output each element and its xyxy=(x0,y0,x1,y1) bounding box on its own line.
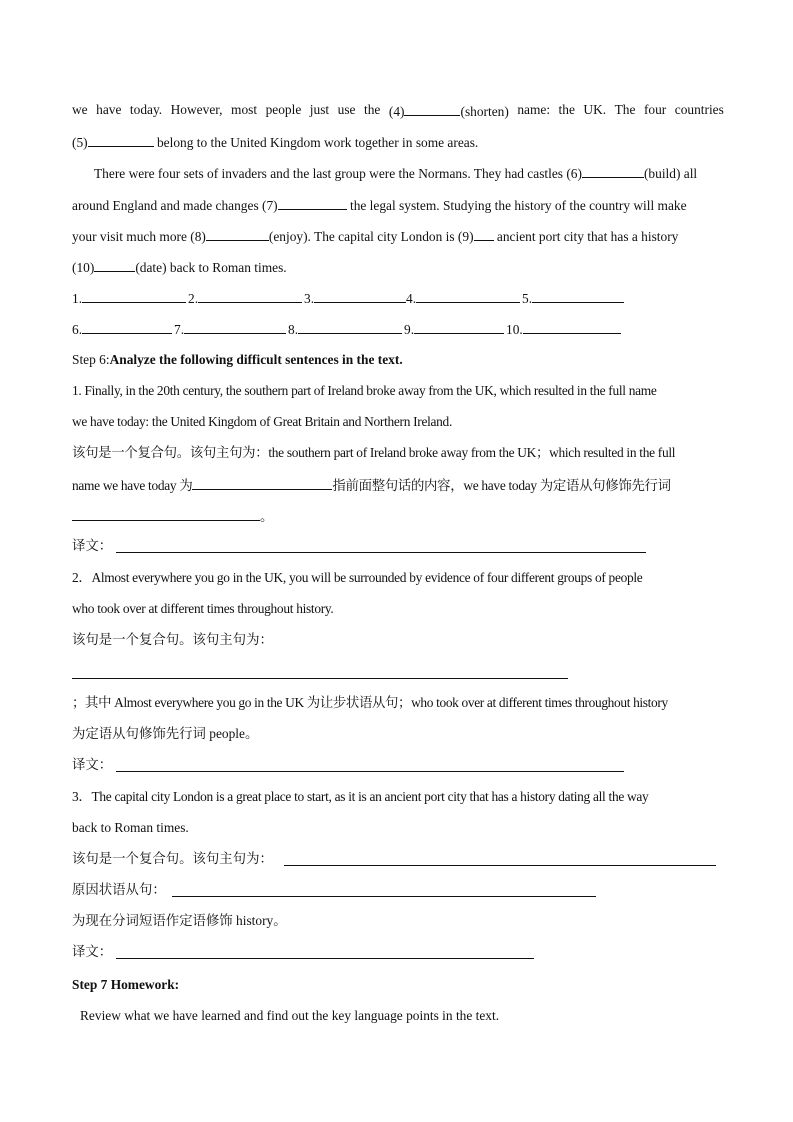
step-title-period: . xyxy=(399,352,403,367)
word: The xyxy=(614,102,636,117)
analysis-2-line-3: ；其中 Almost everywhere you go in the UK 为让步状语从句；who took over at different times throughout history xyxy=(72,695,668,710)
analysis-1-blank-2[interactable] xyxy=(72,507,260,521)
passage-line-2 xyxy=(72,133,478,151)
analysis-text: 。 xyxy=(260,509,274,524)
answer-item xyxy=(288,320,404,338)
passage-text: your visit much more (8) xyxy=(72,229,206,244)
blank-number: (5) xyxy=(72,135,88,150)
translation-2-blank[interactable] xyxy=(116,771,624,772)
step-label: Step 6: xyxy=(72,352,110,367)
fill-in-blank-5[interactable] xyxy=(88,133,154,147)
passage-line-4 xyxy=(72,196,687,214)
analysis-2-blank-1[interactable] xyxy=(72,678,568,679)
passage-text: (enjoy). The capital city London is (9) xyxy=(268,229,474,244)
analysis-1-line-3 xyxy=(72,507,273,525)
hint: (build) all xyxy=(643,166,698,181)
answer-row-2 xyxy=(72,320,621,338)
passage-text: the legal system. Studying the history of the country will make xyxy=(346,198,687,213)
word: the xyxy=(364,102,381,117)
passage-line-6 xyxy=(72,258,287,276)
sentence-3-line-2: back to Roman times. xyxy=(72,820,189,835)
answer-item xyxy=(72,320,174,338)
answer-number: 9. xyxy=(404,322,415,337)
answer-item xyxy=(406,289,522,307)
fill-in-blank-8[interactable] xyxy=(206,227,269,241)
answer-item xyxy=(188,289,304,307)
analysis-3-line-3: 为现在分词短语作定语修饰 history。 xyxy=(72,913,287,928)
word: UK. xyxy=(583,102,607,117)
step-title: Analyze the following difficult sentences in the text xyxy=(109,352,400,367)
analysis-3-line-1: 该句是一个复合句。该句主句为： xyxy=(72,851,273,866)
word: we xyxy=(72,102,88,117)
passage-text: There were four sets of invaders and the last group were the Normans. They had castles (6) xyxy=(94,166,582,181)
sentence-3-line-1: 3．The capital city London is a great place to start, as it is an ancient port city that has a history dating all the way xyxy=(72,789,649,804)
answer-blank-9[interactable] xyxy=(414,320,504,334)
answer-item xyxy=(304,289,406,307)
analysis-text: 指前面整句话的内容，we have today 为定语从句修饰先行词 xyxy=(332,478,671,493)
answer-blank-6[interactable] xyxy=(82,320,172,334)
translation-1-label: 译文： xyxy=(72,538,113,553)
answer-number: 6. xyxy=(72,322,83,337)
sentence-1-line-2: we have today: the United Kingdom of Great Britain and Northern Ireland. xyxy=(72,414,452,429)
answer-blank-4[interactable] xyxy=(416,289,520,303)
step7-heading: Step 7 Homework: xyxy=(72,977,180,992)
hint: (date) back to Roman times. xyxy=(135,260,287,275)
analysis-1-blank-1[interactable] xyxy=(192,476,332,490)
fill-in-blank-4[interactable] xyxy=(404,102,460,116)
answer-number: 3. xyxy=(304,291,315,306)
answer-item xyxy=(522,289,624,307)
analysis-3-blank-1[interactable] xyxy=(284,865,716,866)
answer-item xyxy=(404,320,506,338)
answer-number: 10. xyxy=(506,322,523,337)
fill-in-blank-9[interactable] xyxy=(474,227,494,241)
answer-blank-2[interactable] xyxy=(198,289,302,303)
word: four xyxy=(643,102,667,117)
word: people xyxy=(265,102,302,117)
word: have xyxy=(96,102,122,117)
answer-number: 7. xyxy=(174,322,185,337)
passage-line-1 xyxy=(72,102,724,120)
step6-heading xyxy=(72,352,403,368)
blank-4-group xyxy=(389,102,509,120)
analysis-3-blank-2[interactable] xyxy=(172,896,596,897)
word: just xyxy=(309,102,330,117)
analysis-text: name we have today 为 xyxy=(72,478,193,493)
sentence-2-line-1: 2．Almost everywhere you go in the UK, you will be surrounded by evidence of four different groups of people xyxy=(72,570,643,585)
answer-number: 8. xyxy=(288,322,299,337)
answer-number: 2. xyxy=(188,291,199,306)
passage-text: belong to the United Kingdom work together in some areas. xyxy=(153,135,479,150)
translation-3-label: 译文： xyxy=(72,944,113,959)
translation-1-blank[interactable] xyxy=(116,552,646,553)
passage-text: around England and made changes (7) xyxy=(72,198,278,213)
analysis-1-line-2 xyxy=(72,476,671,494)
word: However, xyxy=(170,102,223,117)
answer-blank-8[interactable] xyxy=(298,320,402,334)
word: countries xyxy=(674,102,724,117)
blank-number: (4) xyxy=(388,104,405,119)
blank-number: (10) xyxy=(72,260,95,275)
translation-3-blank[interactable] xyxy=(116,958,534,959)
sentence-1-line-1: 1. Finally, in the 20th century, the southern part of Ireland broke away from the UK, which resulted in the full name xyxy=(72,383,657,398)
translation-2-label: 译文： xyxy=(72,757,113,772)
answer-blank-1[interactable] xyxy=(82,289,186,303)
passage-line-3 xyxy=(94,164,697,182)
word: today. xyxy=(129,102,163,117)
answer-number: 5. xyxy=(522,291,533,306)
answer-blank-7[interactable] xyxy=(184,320,286,334)
answer-item xyxy=(506,320,621,338)
fill-in-blank-10[interactable] xyxy=(94,258,135,272)
sentence-2-line-2: who took over at different times throughout history. xyxy=(72,601,334,616)
word: the xyxy=(558,102,575,117)
analysis-2-line-4: 为定语从句修饰先行词 people。 xyxy=(72,726,259,741)
word: most xyxy=(231,102,258,117)
analysis-3-line-2: 原因状语从句： xyxy=(72,882,166,897)
passage-line-5 xyxy=(72,227,678,245)
passage-text: ancient port city that has a history xyxy=(493,229,679,244)
answer-item xyxy=(72,289,188,307)
analysis-1-line-1: 该句是一个复合句。该句主句为：the southern part of Ireland broke away from the UK；which resulted in the full xyxy=(72,445,676,460)
step7-text: Review what we have learned and find out the key language points in the text. xyxy=(80,1008,500,1023)
answer-blank-10[interactable] xyxy=(523,320,621,334)
fill-in-blank-6[interactable] xyxy=(582,164,644,178)
hint: (shorten) xyxy=(460,104,509,119)
answer-blank-5[interactable] xyxy=(532,289,624,303)
analysis-2-line-1: 该句是一个复合句。该句主句为： xyxy=(72,632,273,647)
answer-row-1 xyxy=(72,289,624,307)
answer-item xyxy=(174,320,288,338)
answer-number: 4. xyxy=(406,291,417,306)
fill-in-blank-7[interactable] xyxy=(278,196,347,210)
answer-blank-3[interactable] xyxy=(314,289,406,303)
word: name: xyxy=(517,102,551,117)
word: use xyxy=(337,102,356,117)
answer-number: 1. xyxy=(72,291,83,306)
